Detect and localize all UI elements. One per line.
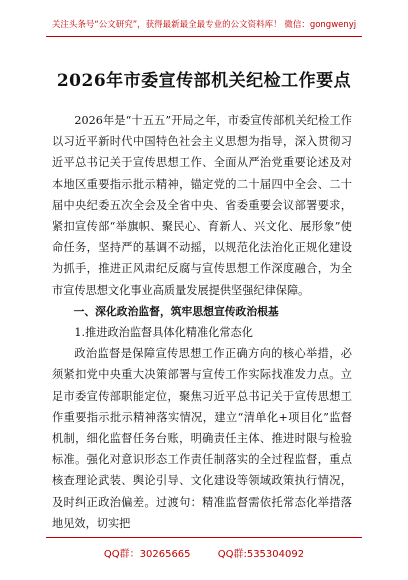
header-banner: 关注头条号“公文研究”，获得最新最全最专业的公文资料库！ 微信：gongwenyj <box>51 20 357 30</box>
document-title: 2026年市委宣传部机关纪检工作要点 <box>56 71 352 91</box>
footer-divider <box>46 537 362 538</box>
body-paragraph: 政治监督是保障宣传思想工作正确方向的核心举措，必须紧扣党中央重大决策部署与宣传工作实际找准发力点。立足市委宣传部职能定位，聚焦习近平总书记关于宣传思想工作重要指示批示精神落实情况，建立“清单化+项目化”监督机制，细化监督任务台账，明确责任主体、推进时限与检验标准。强化对意识形态工作责任制落实的全过程监督，重点核查理论武装、舆论引导、文化建设等领域政策执行情况，及时纠正政治偏差。过渡句：精准监督需依托常态化举措落地见效，切实把 <box>52 347 352 530</box>
intro-paragraph: 2026年是“十五五”开局之年，市委宣传部机关纪检工作以习近平新时代中国特色社会主义思想为指导，深入贯彻习近平总书记关于宣传思想工作、全面从严治党重要论述及对本地区重要指示批示精神，锚定党的二十届四中全会、二十届中央纪委五次全会及全省中央、省委重要会议部署要求，紧扣宣传部“举旗帜、聚民心、育新人、兴文化、展形象”使命任务，坚持严的基调不动摇，以规范化法治化正规化建设为抓手，推进正风肃纪反腐与宣传思想工作深度融合，为全市宣传思想文化事业高质量发展提供坚强纪律保障。 <box>52 114 352 297</box>
footer-qq-group-1: QQ群：30265665 <box>103 549 191 560</box>
footer-qq-group-2: QQ群:535304092 <box>217 549 305 560</box>
document-body <box>52 110 352 534</box>
header-divider <box>46 36 362 37</box>
subsection-heading: 1.推进政治监督具体化精准化常态化 <box>74 326 253 340</box>
section-heading: 一、深化政治监督，筑牢思想宣传政治根基 <box>73 304 279 318</box>
footer <box>0 545 408 560</box>
